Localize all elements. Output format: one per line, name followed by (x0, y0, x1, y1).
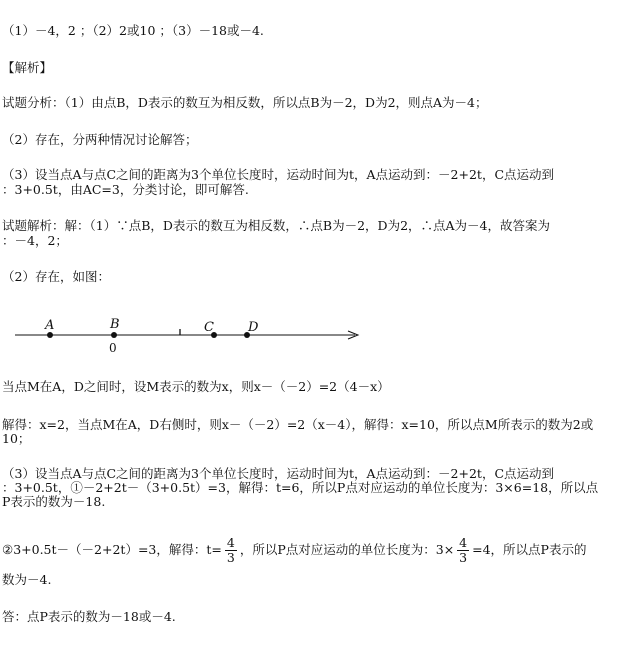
answer-summary: （1）－4，2 ；（2）2或10 ；（3）－18或－4. (2, 23, 264, 38)
part3-line1: （3）设当点A与点C之间的距离为3个单位长度时，运动时间为t，A点运动到：－2+2t，C点运动到 (2, 466, 555, 481)
case2-continuation: 数为－4. (2, 572, 52, 587)
fraction-multiplier-numerator: 4 (459, 535, 468, 550)
part3-line3: P表示的数为－18. (2, 494, 106, 509)
fraction-multiplier (457, 536, 469, 565)
point-b-label: B (110, 317, 120, 332)
trial-analysis-part3-line2: ：3+0.5t，由AC=3，分类讨论，即可解答. (2, 182, 249, 197)
solve-part2-line2: 10； (2, 431, 31, 446)
case2-text-mid: ，所以P点对应运动的单位长度为：3× (239, 542, 455, 557)
fraction-t-numerator: 4 (226, 535, 235, 550)
fraction-t-denominator: 3 (226, 550, 235, 565)
analysis-heading: 【解析】 (2, 60, 53, 75)
solve-part2-line1: 解得：x=2，当点M在A，D右侧时，则x－（－2）=2（x－4），解得：x=10，所以点M所表示的数为2或 (2, 417, 594, 432)
point-c-label: C (204, 320, 214, 335)
solution-part2: （2）存在，如图： (2, 269, 110, 284)
case-between-ad: 当点M在A，D之间时，设M表示的数为x，则x－（－2）=2（4－x） (2, 379, 390, 394)
origin-label: 0 (109, 341, 117, 355)
point-d-label: D (248, 320, 259, 335)
part3-line2: ：3+0.5t，①－2+2t－（3+0.5t）=3，解得：t=6，所以P点对应运动的单位长度为：3×6=18，所以点 (2, 480, 599, 495)
trial-analysis-part1: 试题分析：（1）由点B，D表示的数互为相反数，所以点B为－2，D为2，则点A为－4； (2, 95, 488, 110)
fraction-multiplier-denominator: 3 (459, 550, 468, 565)
number-line-figure (10, 312, 370, 360)
point-b-dot (111, 332, 117, 338)
trial-analysis-part3-line1: （3）设当点A与点C之间的距离为3个单位长度时，运动时间为t，A点运动到：－2+2t，C点运动到 (2, 167, 555, 182)
final-answer: 答：点P表示的数为－18或－4. (2, 609, 176, 624)
case2-text-pre: ②3+0.5t－（－2+2t）=3，解得：t= (2, 542, 222, 557)
solution-part1-line2: ：－4，2； (2, 233, 68, 248)
case2-text-post: =4，所以点P表示的 (472, 542, 587, 557)
case2-equation-line (2, 536, 586, 565)
trial-analysis-part2: （2）存在，分两种情况讨论解答； (2, 132, 198, 147)
point-a-label: A (45, 318, 55, 333)
fraction-t-value (225, 536, 237, 565)
solution-part1-line1: 试题解析：解：（1）∵点B，D表示的数互为相反数，∴点B为－2，D为2，∴点A为－4，故答案为 (2, 218, 551, 233)
